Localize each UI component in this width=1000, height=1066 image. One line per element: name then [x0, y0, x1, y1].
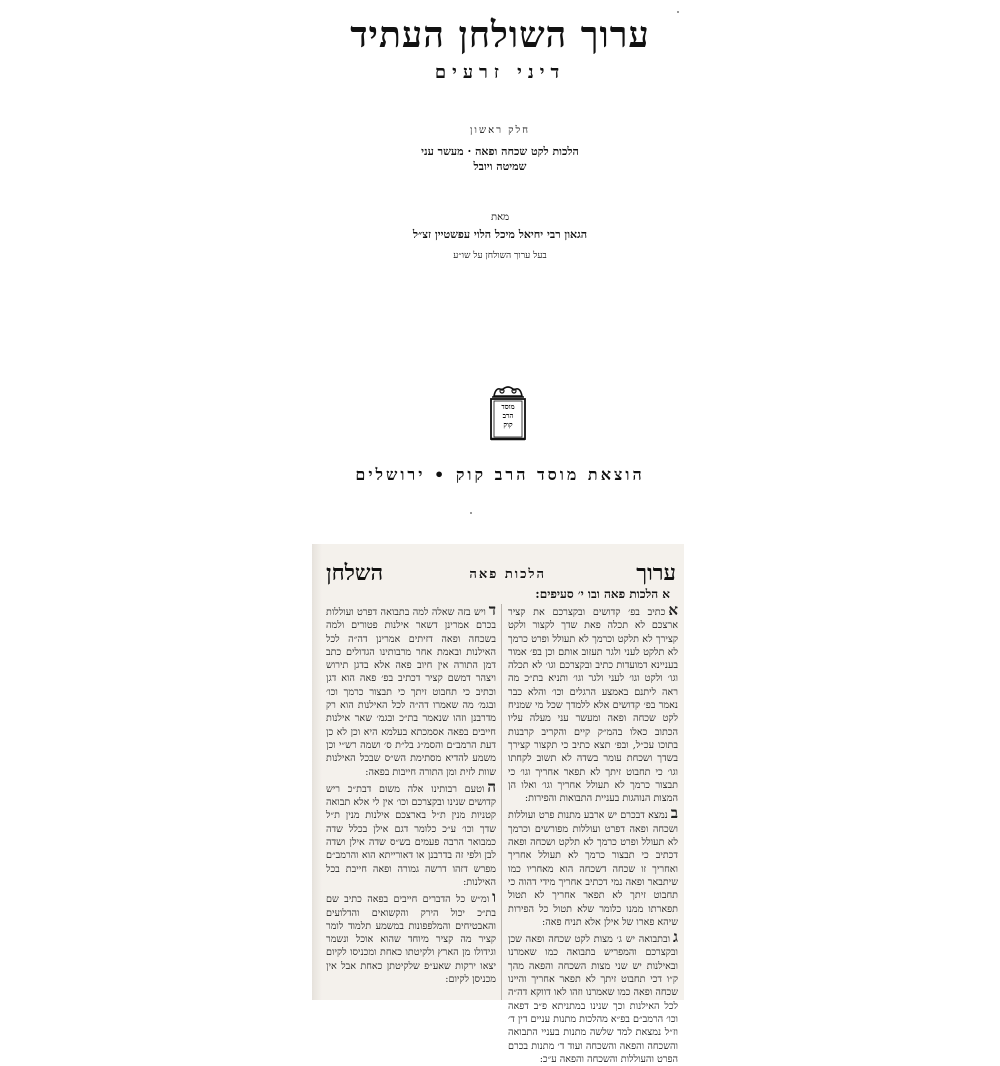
header-word-right: ערוך [636, 560, 676, 586]
book-subtitle: דיני זרעים [434, 62, 566, 83]
text-column-right [507, 601, 678, 1065]
column-divider [501, 604, 502, 1000]
paragraph-text: נמצא דבכרם יש ארבע מתנות פרט ועוללות ושכחה ופאה דפרט ועוללות מפורשים וכרמך לא תעולל ופרט כרמך לא תלקט ושכחה ופאה דכתיב כי תבצור כרמך לא תעולל אחריך ואחריך זו שכחה דשכחה הוא מאחריו כמו שיתבאר ופאה נמי דכתיב אחריך מידי דהוה כי תחבוט זיתך לא תפאר אחריך לא תטול תפארתו ממנו כלומר שלא תטול כל הפירות שיהא פארו של אילן אלא תניח פאה: [508, 810, 678, 928]
paragraph [507, 928, 678, 1066]
paragraph [508, 804, 678, 929]
from-label: מאת [490, 212, 510, 223]
paragraph-letter: ב [670, 804, 678, 823]
page-edge-shadow [312, 544, 322, 1000]
subjects-line-1: הלכות לקט שכחה ופאה · מעשר עני [421, 145, 579, 158]
author-name: הגאון רבי יחיאל מיכל הלוי עפשטיין זצ״ל [412, 228, 588, 241]
paragraph [326, 888, 496, 986]
paragraph-letter: ד [488, 601, 496, 619]
logo-text: מוסד הרב קוק [501, 402, 515, 429]
paragraph [326, 601, 496, 779]
paragraph-text: וטעם רבותינו אלה משום דבת״כ ריש קדושים שנינו ובקצרכם וכו׳ אין לי אלא תבואה קטניות מנין ת״ל בארצכם אילנות מנין ת״ל שדך וכו׳ ע״כ כלומר דגם אילן בכלל שדה כמבואר הרבה פעמים בש״ס שדה אילן ושדה לבן ולפי זה בדרבנן או דאורייתא הוא והרמב״ם מפרש דזהו דרשה גמורה ופאה חייבת בכל האילנות: [326, 783, 496, 888]
header-section-title: הלכות פאה [469, 567, 546, 582]
paragraph-letter: ה [487, 777, 496, 796]
subjects-line-2: שמיטה ויובל [473, 160, 527, 173]
publisher-logo [488, 384, 528, 442]
text-column-left [326, 601, 496, 1000]
author-note: בעל ערוך השולחן על שו״ע [453, 251, 547, 261]
speck [677, 11, 679, 13]
title-page [0, 0, 1000, 500]
paragraph-text: ובתבואה יש ג׳ מצות לקט שכחה ופאה שכן ובקצרכם והמפריש בתבואה כמו שאמרנו ובאילנות יש שני מצות השכחה והפאה מהך ק״ו דכי תחבוט זיתך לא תפאר אחריך והיינו שכחה ופאה כמו שאמרנו וזהו לאו דווקא דה״ה לכל האילנות וכך שנינו במתניתא פ״ב דפאה וכו׳ הרמב״ם בפ״א מהלכות מתנות עניים דין ד׳ וז״ל נמצאת למד שלשה מתנות בעניי התבואה והשכחה והפאה והשכחה ועוד ד׳ מתנות בכרם הפרט והעוללות והשכחה והפאה ע״כ: [507, 934, 678, 1065]
paragraph-text: ומ״ש כל הדברים חייבים בפאה כתיב שם בת״כ יכול הירק והקשואים והדלועים והאבטיחים והמלפפונות במשמע תלמוד לומר קציר מה קציר מיוחד שהוא אוכל ונשמר וגידולו מן הארץ ולקיטתו כאחת ומכניסו לקיום יצאו ירקות שאע״פ שלקיטתן כאחת אבל אין מכניסן לקיום: [326, 894, 496, 986]
paragraph-text: כתיב בפ׳ קדושים ובקצרכם את קציר ארצכם לא תכלה פאת שדך לקצור ולקט קצירך לא תלקט וכרמך לא תעולל ופרט כרמך לא תלקט לעני ולגר תעזוב אותם וכן בפ׳ אמור בעניינא דמועדות כתיב ובקצרכם וגו׳ לא תכלה וגו׳ ולקט וגו׳ לעני ולגר וגו׳ ותניא בת״כ מה ראה ליתנם באמצע הרגלים וכו׳ והלא כבר נאמר בפ׳ קדושים אלא ללמדך שכל מי שמניח לקט שכחה ופאה ומעשר עני מעלה עליו הכתוב כאלו בהמ״ק קיים והקריב קרבנות בתוכו עכ״ל, ובפ׳ תצא כתיב כי תקצור קצירך בשדך ושכחת עומר בשדה לא תשוב לקחתו וגו׳ כי תחבוט זיתך לא תפאר אחריך וגו׳ כי תבצור כרמך לא תעולל אחריך וגו׳ ואלו הן המצות הנוהגות בעניית התבואות והפירות: [508, 607, 678, 805]
publisher-line: הוצאת מוסד הרב קוק • ירושלים [355, 465, 645, 484]
header-word-left: השלחן [326, 560, 384, 586]
speck [470, 512, 472, 514]
paragraph-letter: א [668, 601, 678, 619]
part-label: חלק ראשון [469, 125, 531, 136]
inner-page-scan [312, 544, 684, 1065]
text-columns [326, 601, 678, 1065]
paragraph-letter: ו [492, 888, 496, 907]
paragraph-letter: ג [673, 928, 678, 947]
paragraph-text: ויש בזה שאלה למה בתבואה דפרט ועוללות בכרם אמרינן דשאר אילנות פטורים ולמה בשכחה ופאה דזיתים אמרינן דה״ה לכל האילנות ובאמת אחר מרבותינו הגדולים כתב דמן התורה אין חיוב פאה אלא בדגן תירוש ויצהר דמשם קציר דכתיב בפ׳ פאה הוא דגן וכתיב כי תחבוט זיתך כי תבצור כרמך וכו׳ ובגמ׳ מה שאמרו דה״ה לכל האילנות הוא רק מדרבנן וזהו שנאמר בת״כ ובגמ׳ שאר אילנות חייבים בפאה אסמכתא בעלמא היא וכן לא כן דעת הרמב״ם והסמ״ג בל״ת ס׳ ושמה רש״י וכן משמע להדיא מסתימת הש״ס שבכל האילנות שוות לזית ומן התורה חייבות בפאה: [326, 607, 496, 778]
paragraph [326, 777, 496, 889]
running-header [326, 560, 676, 586]
book-title: ערוך השולחן העתיד [350, 14, 650, 56]
paragraph [508, 601, 678, 805]
chapter-heading: א הלכות פאה ובו י׳ סעיפים: [535, 587, 670, 601]
